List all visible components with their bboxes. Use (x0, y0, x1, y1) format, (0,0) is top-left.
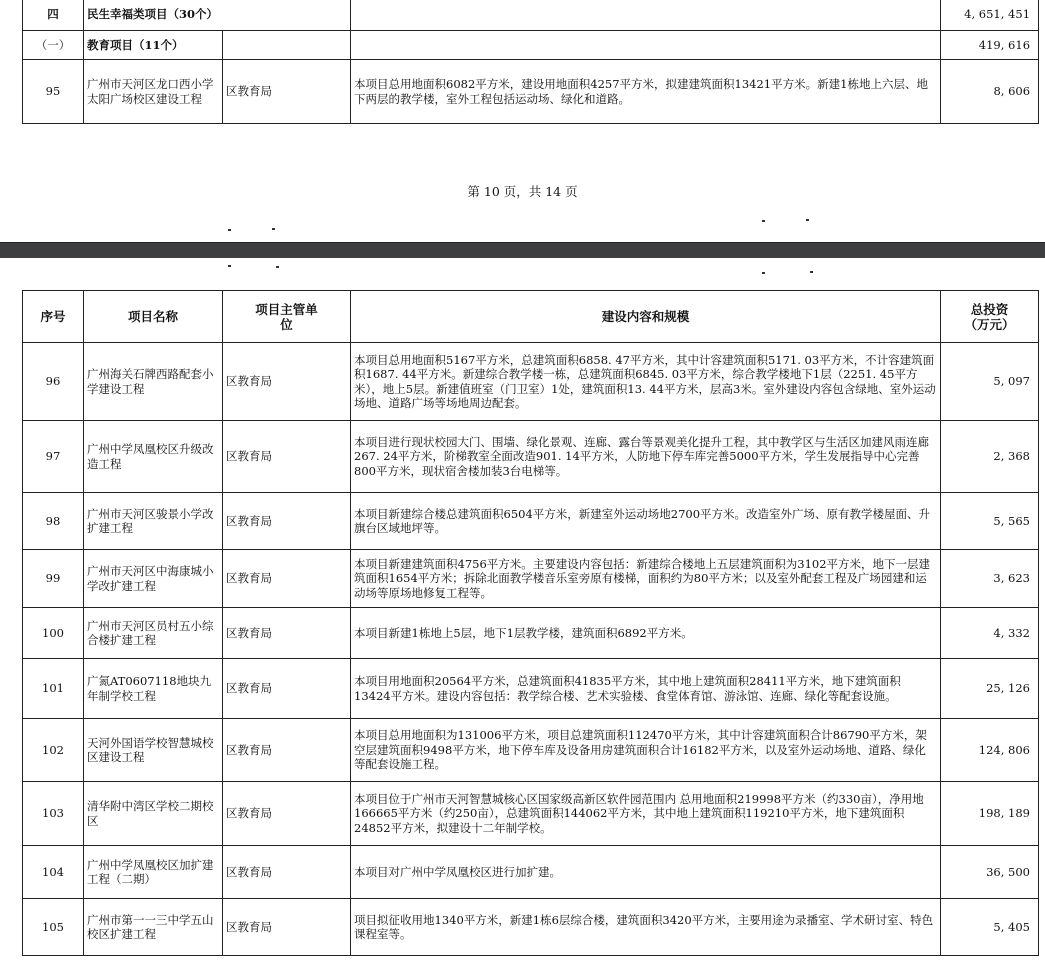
department: 区教育局 (223, 782, 351, 846)
project-name: 清华附中湾区学校二期校区 (84, 782, 223, 846)
section-blank (351, 0, 941, 31)
total-investment: 8, 606 (941, 60, 1039, 124)
row-number: 105 (23, 899, 84, 956)
subsection-blank-2 (351, 31, 941, 60)
section-row (23, 0, 1039, 31)
subsection-number: （一） (23, 31, 84, 60)
header-department: 项目主管单位 (223, 291, 351, 343)
subsection-row (23, 31, 1039, 60)
scan-speck (228, 229, 231, 231)
department: 区教育局 (223, 343, 351, 421)
total-investment: 198, 189 (941, 782, 1039, 846)
scan-speck (806, 219, 809, 221)
scan-speck (272, 228, 275, 230)
table-row (23, 899, 1039, 956)
department: 区教育局 (223, 846, 351, 899)
row-number: 101 (23, 659, 84, 719)
project-table (22, 290, 1039, 956)
scan-speck (228, 265, 231, 267)
top-project-table (22, 0, 1039, 124)
total-investment: 3, 623 (941, 550, 1039, 608)
subsection-total: 419, 616 (941, 31, 1039, 60)
construction-content: 本项目新建综合楼总建筑面积6504平方米，新建室外运动场地2700平方米。改造室外广场、原有教学楼屋面、升旗台区域地坪等。 (351, 493, 941, 550)
total-investment: 25, 126 (941, 659, 1039, 719)
total-investment: 2, 368 (941, 421, 1039, 493)
table-row (23, 719, 1039, 782)
section-total: 4, 651, 451 (941, 0, 1039, 31)
row-number: 97 (23, 421, 84, 493)
scan-speck (810, 271, 813, 273)
department: 区教育局 (223, 60, 351, 124)
table-row (23, 659, 1039, 719)
department: 区教育局 (223, 608, 351, 659)
table-row (23, 493, 1039, 550)
total-investment: 5, 097 (941, 343, 1039, 421)
project-name: 广州海关石牌西路配套小学建设工程 (84, 343, 223, 421)
table-row (23, 846, 1039, 899)
scan-speck (762, 220, 765, 222)
department: 区教育局 (223, 550, 351, 608)
row-number: 95 (23, 60, 84, 124)
table-row (23, 608, 1039, 659)
department: 区教育局 (223, 719, 351, 782)
construction-content: 本项目总用地面积6082平方米，建设用地面积4257平方米，拟建建筑面积13421平方米。新建1栋地上六层、地下两层的教学楼，室外工程包括运动场、绿化和道路。 (351, 60, 941, 124)
department: 区教育局 (223, 421, 351, 493)
project-name: 天河外国语学校智慧城校区建设工程 (84, 719, 223, 782)
construction-content: 本项目新建建筑面积4756平方米。主要建设内容包括：新建综合楼地上五层建筑面积为3102平方米，地下一层建筑面积1654平方米；拆除北面教学楼音乐室旁原有楼梯，面积约为80平方米；以及室外配套工程及广场园建和运动场等原场地修复工程等。 (351, 550, 941, 608)
row-number: 104 (23, 846, 84, 899)
total-investment: 124, 806 (941, 719, 1039, 782)
page-separator (0, 242, 1045, 258)
page-footer: 第 10 页，共 14 页 (467, 184, 578, 199)
table-row (23, 343, 1039, 421)
total-investment: 5, 565 (941, 493, 1039, 550)
construction-content: 本项目新建1栋地上5层，地下1层教学楼，建筑面积6892平方米。 (351, 608, 941, 659)
project-name: 广州中学凤凰校区加扩建工程（二期） (84, 846, 223, 899)
scan-speck (762, 272, 765, 274)
header-investment: 总投资（万元） (941, 291, 1039, 343)
construction-content: 本项目总用地面积5167平方米，总建筑面积6858. 47平方米，其中计容建筑面积5171. 03平方米，不计容建筑面积1687. 44平方米。新建综合教学楼一栋，总建筑面积6845. 03平方米，综合教学楼地下1层（2251. 45平方米），地上5层。新建值班室（门卫室）1处，建筑面积13. 44平方米，层高3米。室外建设内容包含绿地、室外运动场地、道路广场等场地周边配套。 (351, 343, 941, 421)
department: 区教育局 (223, 899, 351, 956)
construction-content: 本项目总用地面积为131006平方米，项目总建筑面积112470平方米，其中计容建筑面积合计86790平方米，架空层建筑面积9498平方米，地下停车库及设备用房建筑面积合计16182平方米，以及室外运动场地、道路、绿化等配套设施工程。 (351, 719, 941, 782)
header-project-name: 项目名称 (84, 291, 223, 343)
row-number: 98 (23, 493, 84, 550)
construction-content: 本项目位于广州市天河智慧城核心区国家级高新区软件园范围内 总用地面积219998平方米（约330亩），净用地166665平方米（约250亩），总建筑面积144062平方米，其中地上建筑面积119210平方米，地下建筑面积24852平方米，拟建设十二年制学校。 (351, 782, 941, 846)
row-number: 103 (23, 782, 84, 846)
header-content: 建设内容和规模 (351, 291, 941, 343)
project-name: 广州市天河区员村五小综合楼扩建工程 (84, 608, 223, 659)
row-number: 100 (23, 608, 84, 659)
construction-content: 本项目用地面积20564平方米，总建筑面积41835平方米，其中地上建筑面积28411平方米，地下建筑面积13424平方米。建设内容包括：教学综合楼、艺术实验楼、食堂体育馆、游泳馆、连廊、绿化等配套设施。 (351, 659, 941, 719)
section-number: 四 (23, 0, 84, 31)
project-name: 广州市天河区骏景小学改扩建工程 (84, 493, 223, 550)
total-investment: 36, 500 (941, 846, 1039, 899)
project-name: 广氮AT0607118地块九年制学校工程 (84, 659, 223, 719)
project-name: 广州市天河区龙口西小学太阳广场校区建设工程 (84, 60, 223, 124)
project-name: 广州中学凤凰校区升级改造工程 (84, 421, 223, 493)
project-name: 广州市天河区中海康城小学改扩建工程 (84, 550, 223, 608)
project-name: 广州市第一一三中学五山校区扩建工程 (84, 899, 223, 956)
table-row (23, 782, 1039, 846)
construction-content: 项目拟征收用地1340平方米，新建1栋6层综合楼，建筑面积3420平方米，主要用途为录播室、学术研讨室、特色课程室等。 (351, 899, 941, 956)
row-number: 99 (23, 550, 84, 608)
header-number: 序号 (23, 291, 84, 343)
row-number: 96 (23, 343, 84, 421)
construction-content: 本项目对广州中学凤凰校区进行加扩建。 (351, 846, 941, 899)
row-number: 102 (23, 719, 84, 782)
table-header-row (23, 291, 1039, 343)
table-row (23, 60, 1039, 124)
department: 区教育局 (223, 493, 351, 550)
table-row (23, 421, 1039, 493)
scan-speck (276, 266, 279, 268)
table-row (23, 550, 1039, 608)
total-investment: 5, 405 (941, 899, 1039, 956)
construction-content: 本项目进行现状校园大门、围墙、绿化景观、连廊、露台等景观美化提升工程，其中教学区与生活区加建风雨连廊267. 24平方米，阶梯教室全面改造901. 14平方米，人防地下停车库完善5000平方米，学生发展指导中心完善800平方米，现状宿舍楼加装3台电梯等。 (351, 421, 941, 493)
subsection-title: 教育项目（11个） (84, 31, 223, 60)
total-investment: 4, 332 (941, 608, 1039, 659)
department: 区教育局 (223, 659, 351, 719)
subsection-blank-1 (223, 31, 351, 60)
section-title: 民生幸福类项目（30个） (84, 0, 351, 31)
